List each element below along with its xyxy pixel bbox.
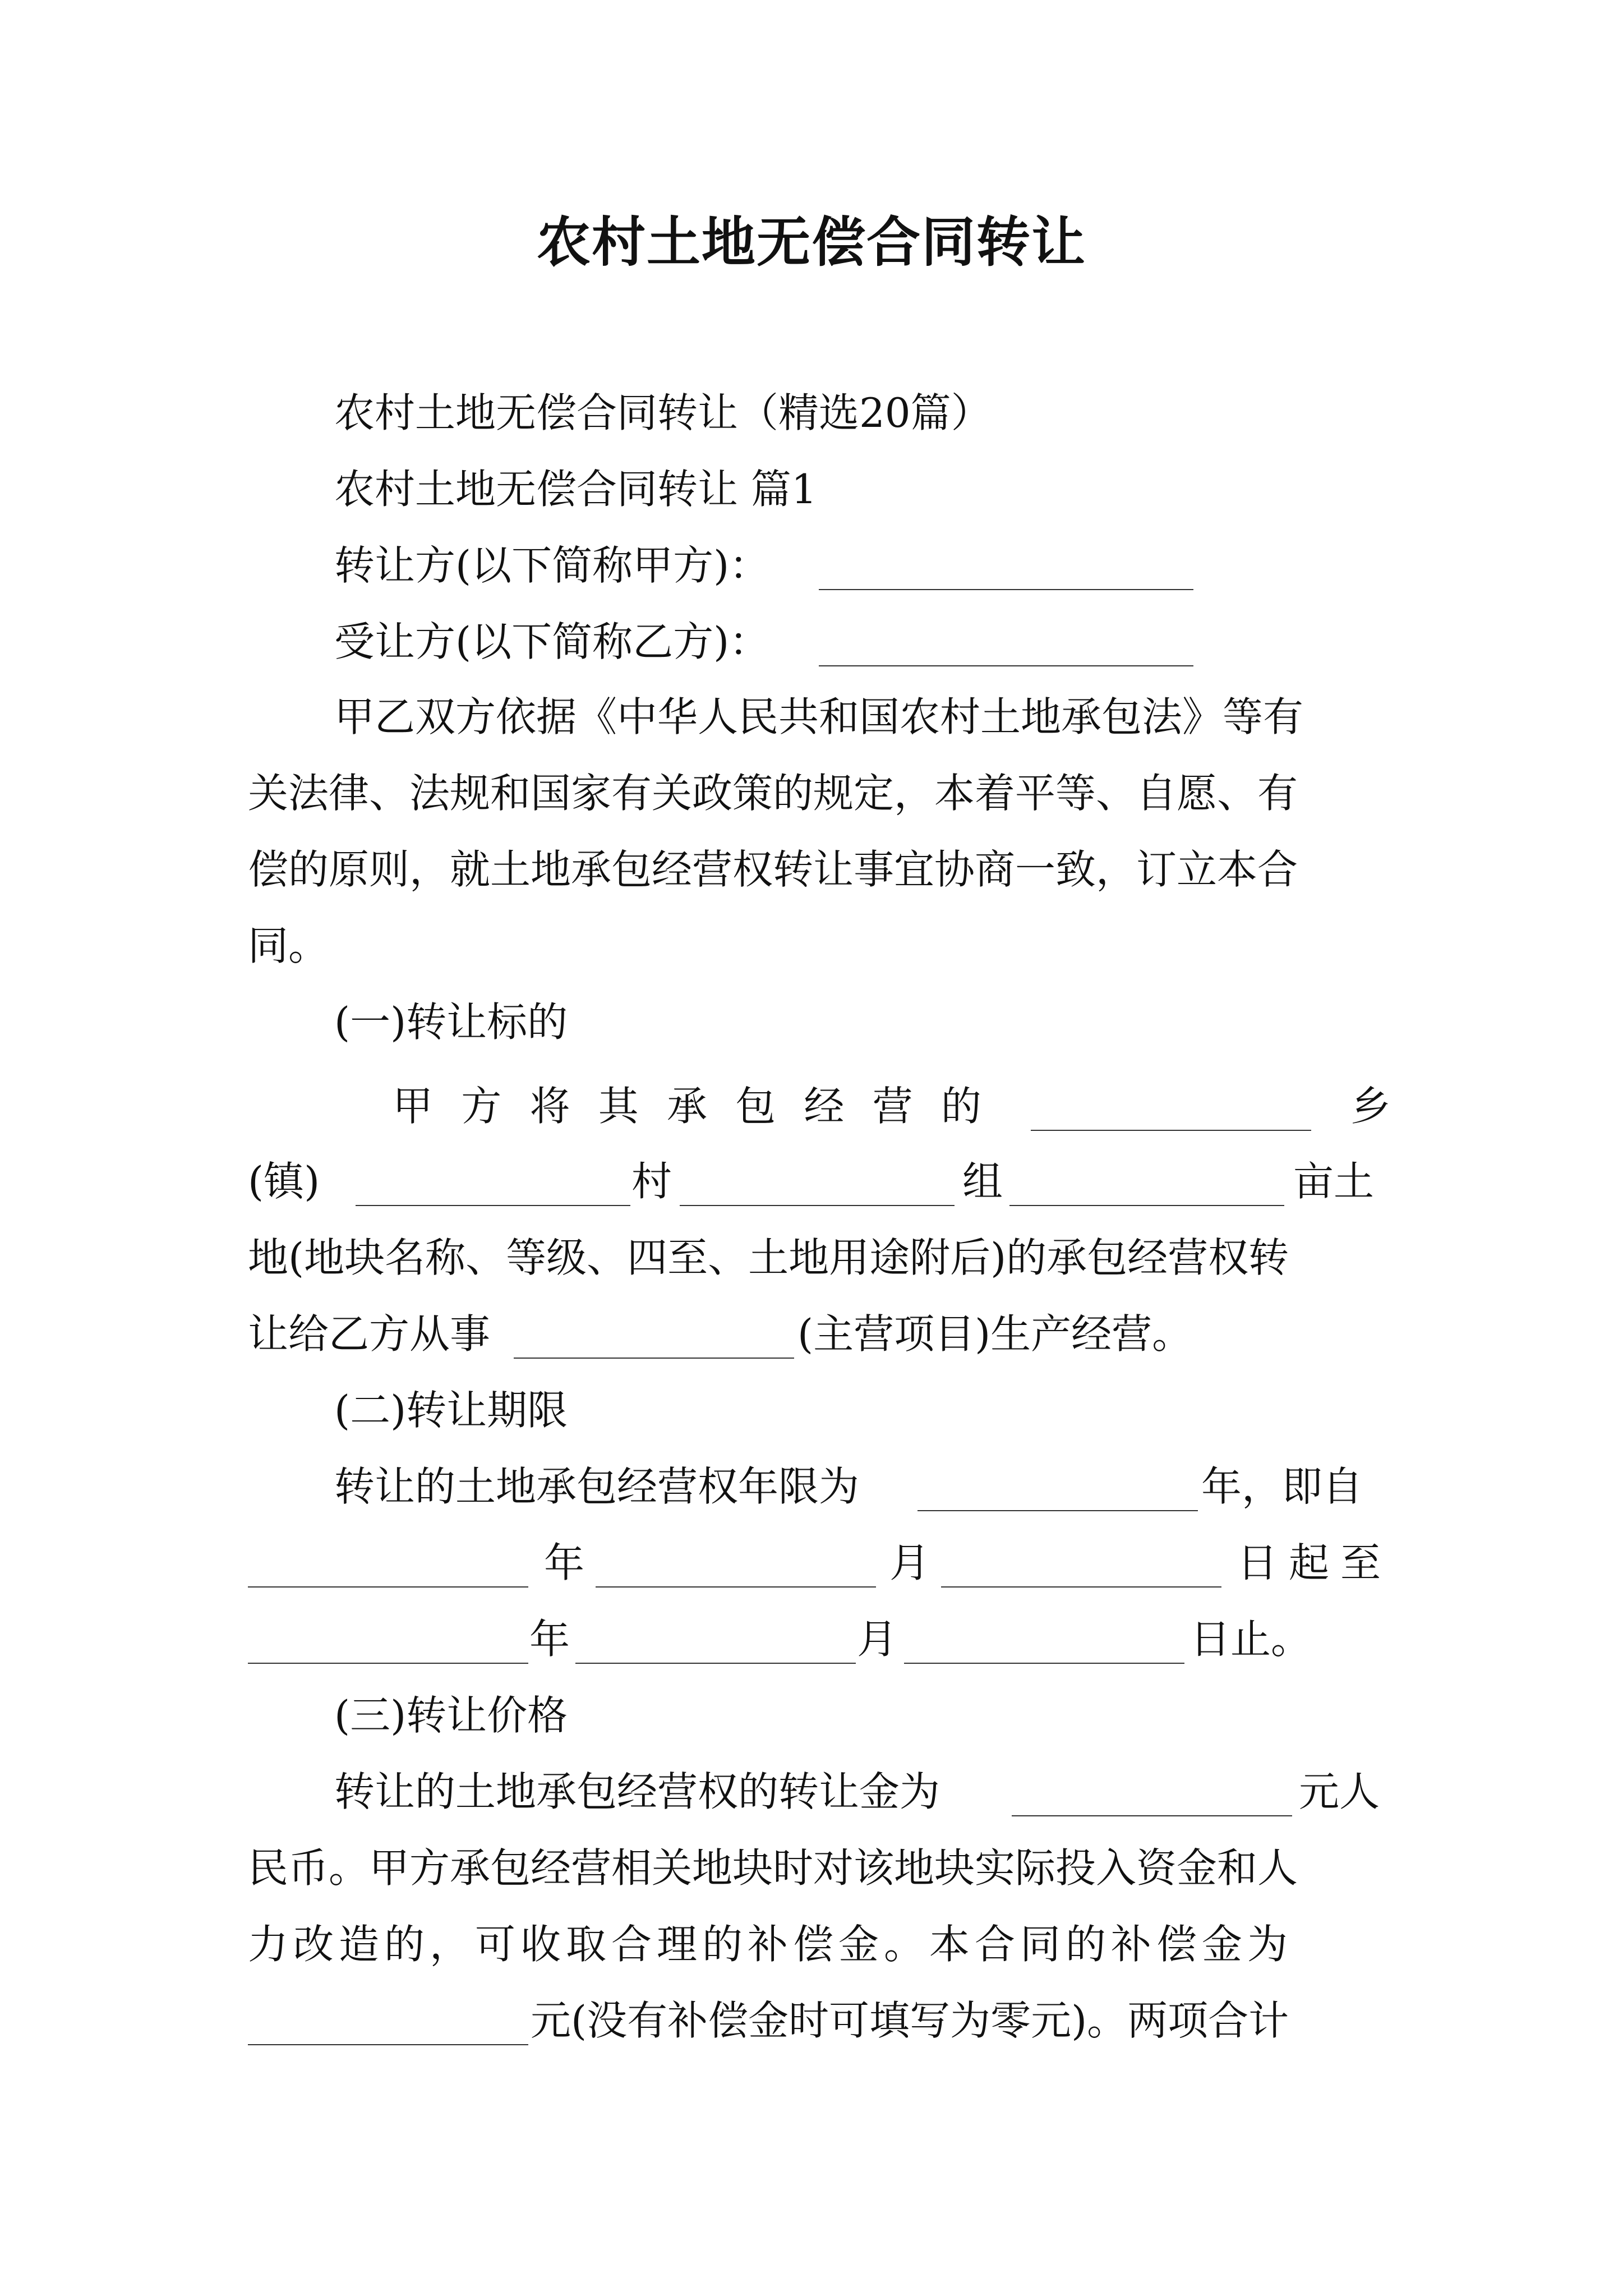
section-1-text-4b: (主营项目)生产经营。 xyxy=(797,1310,1193,1358)
compensation-blank[interactable] xyxy=(248,2044,528,2045)
start-day-blank[interactable] xyxy=(941,1586,1221,1588)
start-month-label: 月 xyxy=(889,1539,930,1586)
intro-text-2: 关法律、法规和国家有关政策的规定，本着平等、自愿、有 xyxy=(248,770,1298,817)
term-years-blank[interactable] xyxy=(917,1510,1198,1511)
township-label: 乡 xyxy=(1350,1083,1391,1130)
section-1-text-4a: 让给乙方从事 xyxy=(248,1310,491,1358)
section-2-text-1b: 年，即自 xyxy=(1201,1463,1363,1510)
section-3-heading: (三)转让价格 xyxy=(334,1692,568,1739)
start-day-label: 日起至 xyxy=(1237,1539,1393,1586)
document-title: 农村土地无偿合同转让 xyxy=(537,210,1086,274)
section-1-heading: (一)转让标的 xyxy=(334,999,568,1046)
subtitle: 农村土地无偿合同转让（精选20篇） xyxy=(334,389,992,436)
party-b-label: 受让方(以下简称乙方)： xyxy=(334,618,770,665)
section-3-text-1b: 元人 xyxy=(1299,1768,1380,1815)
spaced-char: 承 xyxy=(666,1083,707,1130)
section-3-text-3: 力改造的，可收取合理的补偿金。本合同的补偿金为 xyxy=(248,1921,1293,1968)
party-a-label: 转让方(以下简称甲方)： xyxy=(334,542,770,589)
spaced-char: 其 xyxy=(598,1083,639,1130)
section-2-text-1a: 转让的土地承包经营权年限为 xyxy=(334,1463,860,1510)
party-a-blank[interactable] xyxy=(819,589,1193,590)
end-day-label: 日止。 xyxy=(1190,1616,1312,1663)
end-day-blank[interactable] xyxy=(904,1663,1184,1664)
section-3-text-1a: 转让的土地承包经营权的转让金为 xyxy=(334,1768,940,1815)
section-1-text-3: 地(地块名称、等级、四至、土地用途附后)的承包经营权转 xyxy=(248,1234,1289,1281)
town-blank[interactable] xyxy=(356,1205,630,1206)
end-month-label: 月 xyxy=(857,1616,898,1663)
start-month-blank[interactable] xyxy=(596,1586,876,1588)
group-label: 组 xyxy=(962,1158,1003,1205)
party-b-blank[interactable] xyxy=(819,665,1193,666)
spaced-char: 将 xyxy=(529,1083,570,1130)
area-unit-label: 亩土 xyxy=(1293,1158,1375,1205)
town-label: (镇) xyxy=(248,1158,320,1205)
section-2-heading: (二)转让期限 xyxy=(334,1387,568,1434)
spaced-char: 的 xyxy=(940,1083,981,1130)
spaced-char: 包 xyxy=(735,1083,776,1130)
spaced-char: 甲 xyxy=(393,1083,434,1130)
spaced-char: 营 xyxy=(872,1083,913,1130)
transfer-fee-blank[interactable] xyxy=(1012,1815,1292,1816)
end-month-blank[interactable] xyxy=(575,1663,856,1664)
spaced-char: 经 xyxy=(804,1083,845,1130)
chapter-heading: 农村土地无偿合同转让 篇1 xyxy=(334,466,817,513)
end-year-label: 年 xyxy=(529,1616,570,1663)
start-year-blank[interactable] xyxy=(248,1586,528,1588)
village-label: 村 xyxy=(631,1158,672,1205)
intro-text-3: 偿的原则，就土地承包经营权转让事宜协商一致，订立本合 xyxy=(248,846,1298,893)
end-year-blank[interactable] xyxy=(248,1663,528,1664)
section-3-text-2: 民币。甲方承包经营相关地块时对该地块实际投入资金和人 xyxy=(248,1844,1298,1892)
intro-text-4: 同。 xyxy=(248,922,329,969)
section-3-text-4b: 元(没有补偿金时可填写为零元)。两项合计 xyxy=(531,1997,1289,2044)
intro-text-1: 甲乙双方依据《中华人民共和国农村土地承包法》等有 xyxy=(334,693,1304,740)
area-blank[interactable] xyxy=(1009,1205,1284,1206)
village-blank[interactable] xyxy=(680,1205,955,1206)
spaced-char: 方 xyxy=(461,1083,502,1130)
start-year-label: 年 xyxy=(544,1539,585,1586)
section-1-spaced-text xyxy=(393,1078,981,1134)
township-blank[interactable] xyxy=(1031,1130,1311,1131)
main-project-blank[interactable] xyxy=(514,1358,794,1359)
